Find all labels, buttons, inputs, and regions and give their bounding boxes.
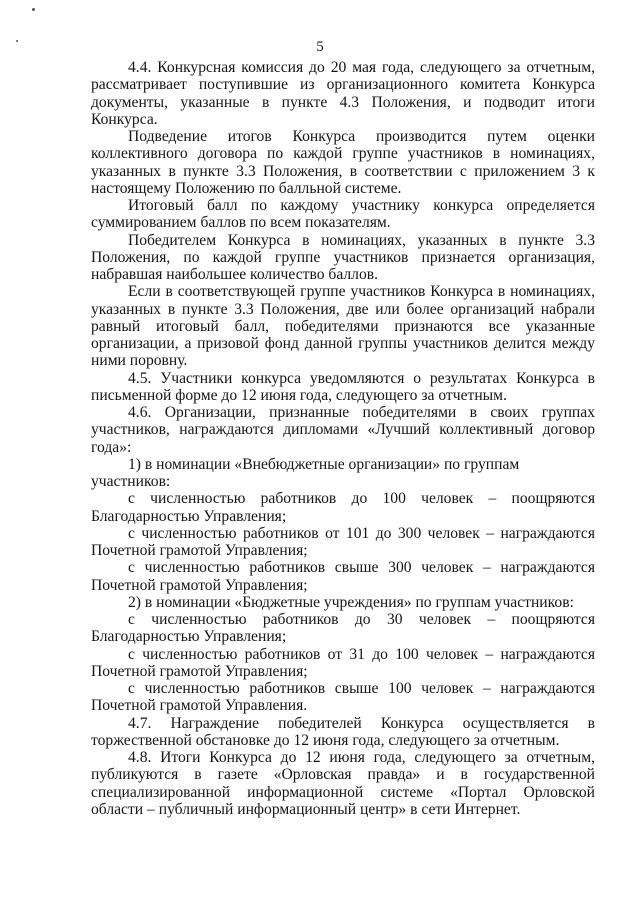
paragraph-4-7: 4.7. Награждение победителей Конкурса осуществляется в торжественной обстановке до 12 июня года, следующего за отчетным. [91, 714, 595, 749]
document-body [91, 59, 595, 818]
list-item-budget-3: с численностью работников свыше 100 человек – награждаются Почетной грамотой Управления. [91, 680, 595, 715]
list-item-nonbudget-2: с численностью работников от 101 до 300 человек – награждаются Почетной грамотой Управления; [91, 524, 595, 559]
paragraph-winner: Победителем Конкурса в номинациях, указанных в пункте 3.3 Положения, по каждой группе участников признается организация, набравшая наибольшее количество баллов. [91, 231, 595, 283]
scan-mark [32, 8, 35, 11]
paragraph-4-5: 4.5. Участники конкурса уведомляются о результатах Конкурса в письменной форме до 12 июня года, следующего за отчетным. [91, 369, 595, 404]
paragraph-total-score: Итоговый балл по каждому участнику конкурса определяется суммированием баллов по всем показателям. [91, 197, 595, 232]
list-item-budget-2: с численностью работников от 31 до 100 человек – награждаются Почетной грамотой Управления; [91, 645, 595, 680]
list-item-budget-1: с численностью работников до 30 человек – поощряются Благодарностью Управления; [91, 611, 595, 646]
list-item-nonbudget-1: с численностью работников до 100 человек – поощряются Благодарностью Управления; [91, 490, 595, 525]
paragraph-tie: Если в соответствующей группе участников Конкурса в номинациях, указанных в пункте 3.3 Положения, две или более организаций набрали равный итоговый балл, победителями признаются все указанные организации, а призовой фонд данной группы участников делится между ними поровну. [91, 283, 595, 370]
list-item-nonbudget-3: с численностью работников свыше 300 человек – награждаются Почетной грамотой Управления; [91, 559, 595, 594]
paragraph-4-6: 4.6. Организации, признанные победителями в своих группах участников, награждаются дипломами «Лучший коллективный договор года»: [91, 404, 595, 456]
paragraph-summary-method: Подведение итогов Конкурса производится путем оценки коллективного договора по каждой группе участников в номинациях, указанных в пункте 3.3 Положения, в соответствии с приложением 3 к настоящему Положению по балльной системе. [91, 128, 595, 197]
list-heading-budget: 2) в номинации «Бюджетные учреждения» по группам участников: [128, 593, 574, 611]
list-heading-nonbudget: 1) в номинации «Внебюджетные организации» по группам участников: [91, 455, 520, 490]
page-number: 5 [316, 39, 324, 55]
paragraph-4-4: 4.4. Конкурсная комиссия до 20 мая года, следующего за отчетным, рассматривает поступившие из организационного комитета Конкурса документы, указанные в пункте 4.3 Положения, и подводит итоги Конкурса. [91, 59, 595, 128]
paragraph-4-8: 4.8. Итоги Конкурса до 12 июня года, следующего за отчетным, публикуются в газете «Орловская правда» и в государственной специализированной информационной системе «Портал Орловской области – публичный информационный центр» в сети Интернет. [91, 749, 595, 818]
